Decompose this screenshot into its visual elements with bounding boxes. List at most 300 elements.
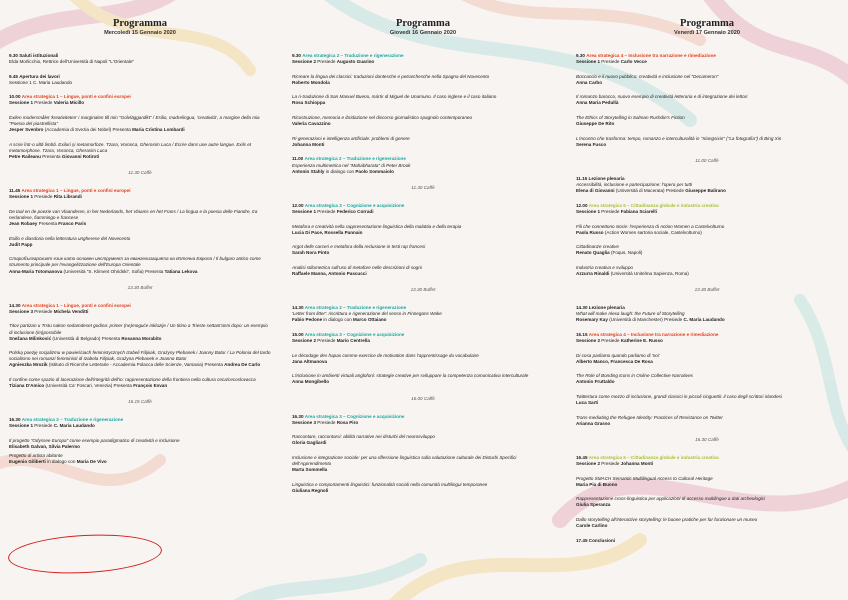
talk-author: Renato Quaglia: [576, 250, 610, 256]
session-label: Sessione 1: [576, 59, 601, 65]
author-line: [292, 359, 554, 365]
author-line: [292, 317, 554, 323]
author-line: [576, 142, 838, 148]
talk-author: Sarah Nora Pinto: [292, 250, 330, 256]
entry-main-title: Saluti istituzionali: [19, 53, 59, 58]
session-line: [576, 59, 838, 65]
presenter-name: Maria Cristina Lombardi: [132, 127, 185, 133]
programma-title: Programma: [112, 18, 168, 29]
author-line: [576, 482, 838, 488]
presides-label: Presiede: [601, 338, 620, 344]
session-chair: Michela Venditti: [53, 308, 89, 314]
author-affiliation: (Istituto di Ricerche Letterarie - Accademia Polacca delle Scienze, Varsavia): [48, 362, 204, 368]
author-line: [9, 383, 271, 389]
talk-title: Старобългарският език като основен инструмент за евангелизацията на Източна Европа / Il bulgaro antico come strumento principale per l'evangelizzazione dell'Europa Orientale: [9, 256, 261, 268]
talk-author: Jesper Svenbro: [9, 127, 44, 133]
session-line: [9, 309, 271, 315]
program-entry: [292, 224, 554, 236]
talk-title: Ricostruzione, memoria e ibridazione nel discorso giornalistico spagnolo contemporaneo: [292, 115, 473, 121]
session-line: [292, 338, 554, 344]
author-line: [292, 379, 554, 385]
talk-author: Jean Robaey: [9, 221, 38, 227]
dialogue-name: Maria De Vivo: [76, 459, 107, 465]
author-line: [9, 269, 271, 275]
program-entry: [292, 332, 554, 344]
talk-title: Esilio e diasdoria nella letteratura ungherese del Novecento: [9, 235, 131, 241]
area-label: Area strategica 2 – Traduzione e rigenerazione: [302, 53, 404, 58]
talk-title: Boccaccio e il nuovo pubblico: creatività e inclusione nel "Decameron": [576, 73, 719, 79]
area-label: Area strategica 1 – Lingue, ponti e confini europei: [21, 94, 131, 100]
entry-time: 9.30: [576, 53, 585, 58]
presenter-name: Giovanni Rotiroti: [61, 154, 100, 160]
talk-author: Giulia Speranza: [576, 502, 611, 508]
program-entry: [292, 305, 554, 323]
talk-title: Ri-generazioni e intelligenza artificiale: problemi di genere: [292, 135, 410, 141]
talk-author: Luca Sarti: [576, 400, 599, 406]
talk-author: Paola Russo: [576, 229, 604, 235]
author-line: [576, 523, 838, 529]
break-label: 16.15 Caffè: [128, 399, 152, 405]
break-label: 13.30 Buffet: [410, 287, 436, 293]
program-entry: [9, 94, 271, 106]
entry-time: 11.00: [292, 156, 304, 162]
area-label: Area strategica 1 – Lingue, ponti e confini europei: [21, 188, 131, 194]
talk-author: Lucia Di Pace, Rossella Pannain: [292, 229, 363, 235]
author-line: [576, 271, 838, 277]
session-line: [576, 338, 838, 344]
author-affiliation: (Foqus, Napoli): [610, 250, 643, 256]
entry-subtitle: What will make Alexa laugh: the Future of Storytelling: [576, 311, 685, 317]
area-label: Area strategica 2 – Traduzione e rigenerazione: [304, 305, 407, 311]
talk-author: Giuseppe De Rito: [576, 121, 615, 127]
author-line: [292, 169, 554, 175]
break-label: 11.30 Caffè: [128, 170, 152, 176]
talk-title: Metafora e creatività nella rappresentazione linguistica della malattia e della terapia: [292, 223, 462, 229]
program-entry: [576, 203, 838, 215]
presenter-name: Franco Paris: [58, 221, 87, 227]
author-line: [576, 80, 838, 86]
session-label: Sessione 2: [292, 338, 317, 344]
session-chair: Johanna Monti: [620, 461, 654, 467]
program-entry: [576, 115, 838, 127]
author-line: [9, 127, 271, 133]
area-label: Area strategica 4 – Inclusione tra narrazione e rimediazione: [588, 331, 719, 337]
presenter-label: Presenta: [144, 268, 164, 274]
talk-title: Polską poezję socjalizmu w powieściach feministycznych Izabeli Filipiak, Grażyny Plebanek i Joanny Bator / La Polonia del tardo socialismo nei romanzi femministi di Izabela Filipiak, Grażyna Plebanek e Joanna Bator: [9, 350, 271, 362]
program-entry: [576, 415, 838, 427]
session-chair: Rita Librandi: [53, 194, 82, 200]
author-line: [292, 80, 554, 86]
talk-author: Eugenio Giliberti: [9, 459, 46, 465]
author-line: [576, 188, 838, 194]
area-label: Area strategica 2 – Traduzione e rigenerazione: [21, 417, 124, 423]
entry-time: 16.30: [9, 417, 21, 423]
program-entry: [292, 482, 554, 494]
session-chair: Fabiana Sciarelli: [620, 208, 657, 214]
program-entry: [576, 455, 838, 467]
session-label: Sessione 1: [9, 100, 34, 106]
entry-time: 11.15: [576, 176, 588, 182]
program-entry: [9, 303, 271, 315]
author-affiliation: (Università di Manchester): [609, 317, 663, 323]
day-column-1: [9, 18, 271, 474]
dialogue-label: in dialogo con: [47, 459, 76, 465]
author-line: [576, 379, 838, 385]
break-label: 13.30 Buffet: [127, 284, 153, 290]
session-label: Sessione 1: [576, 208, 601, 214]
talk-title: Linguistica e comportamenti linguistici: funzionalità sociali nella comunità multilingui temporanee: [292, 481, 488, 487]
session-chair: C. Maria Laudando: [53, 423, 95, 429]
talk-author: Azzurra Rinaldi: [576, 270, 610, 276]
session-chair: Giuseppe Balirano: [685, 188, 726, 194]
talk-author: Anna Maria Pedullà: [576, 100, 619, 106]
author-line: [9, 444, 271, 450]
entry-time: 9.30: [9, 53, 18, 58]
talk-author: Antonio Fruttaldo: [576, 379, 615, 385]
talk-title: Industria creativa e sviluppo: [576, 264, 633, 270]
talk-author: Giuliana Regnoli: [292, 487, 329, 493]
session-label: Sessione 1: [292, 208, 317, 214]
entry-time: 11.45: [9, 188, 21, 194]
program-entry: [576, 517, 838, 529]
talk-title: Il confine come spazio di lacerazione dell'integrità dell'io: rappresentazione della frontiera nella cultura ceca/cecoslovacca: [9, 377, 256, 382]
session-label: Sessione 2: [576, 461, 601, 467]
program-entry: [9, 417, 271, 429]
session-line: [9, 423, 271, 429]
program-entry: [576, 476, 838, 488]
break-label: 11.30 Caffè: [411, 184, 435, 190]
talk-title: L'incontro che trasforma: tempo, romanzo e interculturalità in "Xiangsixin" ("La fotografia") di Bing Xin: [576, 135, 782, 141]
presides-label: Presiede: [601, 461, 620, 467]
session-line: [292, 209, 554, 215]
talk-title: Exilen modersmålet 'kreativiteten' i marginalen till min "Golvläggardikt" / Esilio, madrelingua, 'creatività', a margine della mia "Poesia del piastrellista": [9, 115, 260, 127]
talk-title: Di cosa parliamo quando parliamo di 'noi': [576, 352, 660, 358]
entry-time: 14.30: [292, 305, 304, 311]
talk-title: Dallo storytelling all'interactive storytelling: le buone pratiche per far funzionare un museo: [576, 517, 758, 523]
day-column-3: [576, 18, 838, 552]
author-line: [292, 271, 554, 277]
entry-text: Elda Morlicchio, Rettrice dell'Università di Napoli "L'Orientale": [9, 59, 135, 65]
author-line: [9, 459, 271, 465]
program-entry: [292, 244, 554, 256]
author-line: [576, 400, 838, 406]
author-line: [9, 336, 271, 342]
session-line: [9, 194, 271, 200]
dialogue-label: in dialogo con: [323, 317, 352, 323]
presenter-label: Presenta: [101, 335, 121, 341]
break-label: 16.00 Caffè: [411, 395, 435, 401]
author-affiliation: (Action Women sartoria sociale, Castelvolturno): [604, 229, 702, 235]
talk-author: Elisabeth Galvan, Silvia Palermo: [9, 444, 80, 450]
program-entry: [9, 53, 271, 65]
presides-label: Presiede: [601, 208, 620, 214]
author-affiliation: (Università "S. Kliment Ohridski", Sofia): [63, 268, 144, 274]
author-affiliation: (Università Unitelma Sapienza, Roma): [610, 270, 689, 276]
entry-time: 15.15: [576, 331, 588, 337]
presides-label: Presiede: [317, 419, 336, 425]
talk-title: The Ethics of Storytelling in Salman Rushdie's Fiction: [576, 115, 685, 121]
session-chair: Federico Corradi: [336, 208, 374, 214]
presides-label: Presiede: [34, 423, 53, 429]
presides-label: Presiede: [34, 100, 53, 106]
program-entry: [292, 156, 554, 174]
entry-time: 16.45: [576, 454, 588, 460]
talk-author: Antonin Stahly: [292, 168, 325, 174]
talk-title: The Role of Bonding Icons in Online Collective Narratives: [576, 373, 693, 379]
entry-time: 16.30: [292, 413, 304, 419]
talk-title: Twittertura come mezzo di inclusione, grandi classici in piccoli cinguettii: il caso degli scrittori irlandesi: [576, 394, 782, 399]
author-line: [576, 100, 838, 106]
talk-author: Rosa Schioppa: [292, 100, 326, 106]
talk-title: Titov partizan u Trstu nakon sedamdeset godina: primer (ne)moguće inkluzije / Un titino a Trieste settant'anni dopo: un esempio di inclusione (im)possibile: [9, 323, 268, 335]
program-entry: [576, 176, 838, 194]
talk-author: Anna Mongibello: [292, 379, 330, 385]
break-label: 13.30 Buffet: [694, 287, 720, 293]
session-label: Sessione 2: [292, 59, 317, 65]
program-entry: [9, 188, 271, 200]
entry-subtitle: Accessibilità, inclusione e partecipazione: l'opera per tutti: [576, 182, 693, 188]
talk-author: Agnieszka Mrozik: [9, 362, 48, 368]
talk-author: Alberto Manco, Francesca De Rosa: [576, 358, 653, 364]
presides-label: Presiede: [601, 59, 620, 65]
program-entry: [292, 434, 554, 446]
break-label: 11.00 Caffè: [695, 157, 719, 163]
entry-time: 14.30: [9, 302, 21, 308]
talk-author: Elena di Giovanni: [576, 188, 615, 194]
talk-title: Fili che connettono storie: l'esperienza di Action Women a Castelvolturno: [576, 223, 725, 229]
entry-time: 12.00: [292, 202, 304, 208]
dialogue-label: in dialogo con: [325, 168, 355, 174]
author-line: [576, 317, 838, 323]
presenter-label: Presenta: [113, 383, 132, 389]
program-entry: [576, 265, 838, 277]
talk-author: Valeria Cavazzino: [292, 121, 331, 127]
program-entry: [576, 394, 838, 406]
presenter-label: Presenta: [112, 127, 131, 133]
author-line: [292, 440, 554, 446]
session-chair: Carlo Vecce: [620, 59, 647, 65]
talk-title: De taal en de poezie van Vlaanderen, in het Nederlands, het Vlaams en het Frans / La lingua e la poesia delle Fiandre, tra nerlandese, fiammingo e francese: [9, 208, 258, 220]
author-line: [576, 230, 838, 236]
program-entry: [292, 455, 554, 473]
program-entry: [576, 53, 838, 65]
dialogue-name: Paolo Sommaiolo: [355, 168, 394, 174]
talk-title: Inclusione e integrazione sociale: per una riflessione linguistica sulla valutazione culturale dei Disturbi Specifici dell'Apprendimento: [292, 454, 517, 467]
talk-author: Maria Pia di Buono: [576, 481, 618, 487]
author-line: [292, 250, 554, 256]
presenter-name: Andrea De Carlo: [224, 362, 261, 368]
talk-title: Il romanzo barocco, nuovo esempio di creatività letteraria e di integrazione dei lettori: [576, 94, 748, 100]
program-entry: [9, 142, 271, 160]
presides-label: Presiede: [665, 188, 685, 194]
talk-title: Argot delle carceri e metafora della reclusione in testi rap francesi: [292, 244, 426, 250]
talk-author: Judit Papp: [9, 241, 33, 247]
author-line: [9, 154, 271, 160]
talk-author: Jana Altmanova: [292, 358, 328, 364]
program-entry: [292, 53, 554, 65]
area-label: Area strategica 3 – Cognizione e acquisizione: [304, 413, 405, 419]
program-entry: [576, 373, 838, 385]
area-label: Area strategica 2 – Traduzione e rigenerazione: [304, 156, 406, 162]
talk-title: Trans-mediating the Refugee Identity: Practices of Resistance on Twitter: [576, 414, 723, 420]
entry-time: 15.00: [292, 331, 304, 337]
entry-time: 12.00: [576, 202, 588, 208]
author-affiliation: (Accademia di Svezia dei Nobel): [44, 127, 112, 133]
session-line: [292, 420, 554, 426]
presides-label: Presiede: [317, 208, 336, 214]
programma-title: Programma: [395, 18, 451, 29]
session-label: Sessione 2: [576, 338, 601, 344]
session-chair: Mario Centrella: [336, 338, 370, 344]
talk-author: Serena Fusco: [576, 141, 607, 147]
presenter-name: Rosanna Morabito: [121, 335, 162, 341]
talk-title: L'inclusione in ambienti virtuali anglofoni: strategie creative per sviluppare la competenza comunicativa interculturale: [292, 373, 529, 379]
talk-author: Anna Carbo: [576, 79, 603, 85]
day-header: [9, 18, 271, 37]
presenter-label: Presenta: [38, 221, 58, 227]
author-line: [576, 359, 838, 365]
talk-author: Arianna Grasso: [576, 420, 611, 426]
entry-main-title: Apertura dei lavori: [19, 73, 60, 79]
entry-main-title: Lezione plenaria: [588, 176, 625, 182]
break-label: 16.30 Caffè: [695, 436, 719, 442]
program-entry: [292, 136, 554, 148]
day-date: Giovedì 16 Gennaio 2020: [389, 30, 457, 36]
talk-title: Le décodage des hapax comme exercice de motivation dans l'apprentissage du vocabulaire: [292, 352, 479, 358]
talk-author: Rosemary Kay: [576, 317, 608, 323]
author-affiliation: (Università di Belgrado): [52, 335, 101, 341]
entry-heading: [576, 538, 838, 544]
entry-main-title: Lezione plenaria: [588, 305, 625, 311]
author-line: [9, 242, 271, 248]
area-label: Area strategica 5 – Cittadinanza globale e industria creativa: [588, 454, 719, 460]
program-entry: [9, 453, 271, 465]
talk-title: A scrie într-o altă limbă. Exiluri și metamorfoze. Tzara, Voronca, Gherasim Luca / Écrire dans une autre langue. Exils et metamorphose. Tzara, Voronca, Gherasim Luca: [9, 141, 252, 153]
presides-label: Presiede: [34, 308, 53, 314]
talk-author: Snežana Milinković: [9, 335, 52, 341]
session-chair: Valeria Micillo: [53, 100, 85, 106]
program-entry: [9, 438, 271, 450]
talk-title: Progetto SMACH Semantic Multilingual Access to Cultural Heritage: [576, 475, 713, 481]
program-entry: [576, 353, 838, 365]
presides-label: Presiede: [317, 59, 336, 65]
program-entry: [9, 209, 271, 227]
day-header: [292, 18, 554, 37]
session-chair: Rosa Piro: [336, 419, 359, 425]
program-entry: [292, 94, 554, 106]
talk-author: Tiziana D'Amico: [9, 383, 45, 389]
author-line: [292, 467, 554, 473]
program-entry: [292, 74, 554, 86]
talk-author: Roberto Mondola: [292, 79, 330, 85]
program-entry: [9, 323, 271, 341]
program-entry: [9, 74, 271, 86]
area-label: Area strategica 5 – Cittadinanza globale e industria creativa: [588, 202, 719, 208]
program-entry: [9, 377, 271, 389]
talk-title: Progetto di artista abitante: [9, 453, 63, 459]
session-label: Sessione 3: [292, 419, 317, 425]
author-line: [576, 502, 838, 508]
day-header: [576, 18, 838, 37]
author-line: [292, 488, 554, 494]
talk-title: La ri-traduzione di San Manuel Bueno, mártir di Miguel de Unamuno. Il caso inglese e il caso italiano: [292, 94, 497, 100]
programma-title: Programma: [679, 18, 735, 29]
author-line: [576, 421, 838, 427]
program-entry: [292, 353, 554, 365]
entry-time: 9.30: [292, 53, 301, 58]
program-entry: [292, 203, 554, 215]
program-entry: [576, 224, 838, 236]
author-line: [292, 121, 554, 127]
session-line: [576, 461, 838, 467]
program-entry: [9, 115, 271, 133]
program-entry: [576, 136, 838, 148]
talk-title: Ricreare la lingua dei classici: traduzioni dantesche e petrarchesche nella Spagna del Novecento: [292, 73, 490, 79]
area-label: Area strategica 4 – Inclusione tra narrazione e rimediazione: [586, 53, 716, 58]
presenter-label: Presenta: [204, 362, 223, 368]
program-entry: [292, 265, 554, 277]
program-entry: [9, 236, 271, 248]
presides-label: Presiede: [317, 338, 336, 344]
entry-time: 9.45: [9, 73, 18, 79]
program-entry: [576, 538, 838, 544]
presides-label: Presiede: [664, 317, 683, 323]
talk-author: Fabio Pedone: [292, 317, 323, 323]
entry-time: 14.30: [576, 305, 588, 311]
presenter-name: François Esvan: [133, 383, 168, 389]
session-label: Sessione 3: [9, 308, 34, 314]
entry-text: Sessione 1 C. Maria Laudando: [9, 79, 73, 85]
session-chair: Augusto Guarino: [336, 59, 375, 65]
author-affiliation: (Università Ca' Foscari, Venezia): [45, 383, 113, 389]
entry-subtitle: 'Letter from litter': riscrittura e rigenerazione del senso in Finnegans Wake: [292, 311, 442, 317]
presides-label: Presiede: [34, 194, 53, 200]
talk-title: Il progetto "Odyssee Europa" come esempio paradigmatico di creatività e inclusione: [9, 437, 180, 443]
talk-author: Petre Raileanu: [9, 154, 41, 160]
session-chair: C. Maria Laudando: [683, 317, 725, 323]
talk-author: Carole Carlino: [576, 523, 608, 529]
talk-author: Raffaele Manna, Antonio Pascucci: [292, 270, 367, 276]
session-label: Sessione 1: [9, 194, 34, 200]
talk-title: Rappresentazione cross-linguistica per applicazioni di accesso multilingue a dati archeologici: [576, 496, 765, 502]
program-entry: [9, 350, 271, 368]
author-line: [292, 142, 554, 148]
day-column-2: [292, 18, 554, 502]
talk-title: Analisi stilometrica sull'uso di metafore nelle descrizioni di sogni: [292, 264, 422, 270]
day-date: Mercoledì 15 Gennaio 2020: [104, 30, 176, 36]
author-line: [292, 100, 554, 106]
session-label: Sessione 1: [9, 423, 34, 429]
area-label: Area strategica 3 – Cognizione e acquisizione: [304, 202, 405, 208]
program-entry: [576, 332, 838, 344]
author-line: [9, 362, 271, 368]
area-label: Area strategica 1 – Lingue, ponti e confini europei: [21, 302, 131, 308]
program-entry: [292, 115, 554, 127]
program-entry: [576, 74, 838, 86]
entry-subtitle: Esperienza multimetrica nel "Mahabharata" di Peter Brook: [292, 162, 411, 168]
session-line: [292, 59, 554, 65]
program-entry: [576, 244, 838, 256]
session-line: [576, 209, 838, 215]
dialogue-name: Marco Ottaiano: [353, 317, 387, 323]
entry-main-title: Conclusioni: [588, 537, 616, 543]
area-label: Area strategica 3 – Cognizione e acquisizione: [304, 331, 405, 337]
talk-title: Raccontare, raccontarsi: abilità narrative nei disturbi del neurosviluppo: [292, 434, 435, 440]
program-entry: [9, 256, 271, 274]
presenter-name: Tatiana Lekova: [164, 268, 198, 274]
program-entry: [576, 94, 838, 106]
program-entry: [292, 373, 554, 385]
